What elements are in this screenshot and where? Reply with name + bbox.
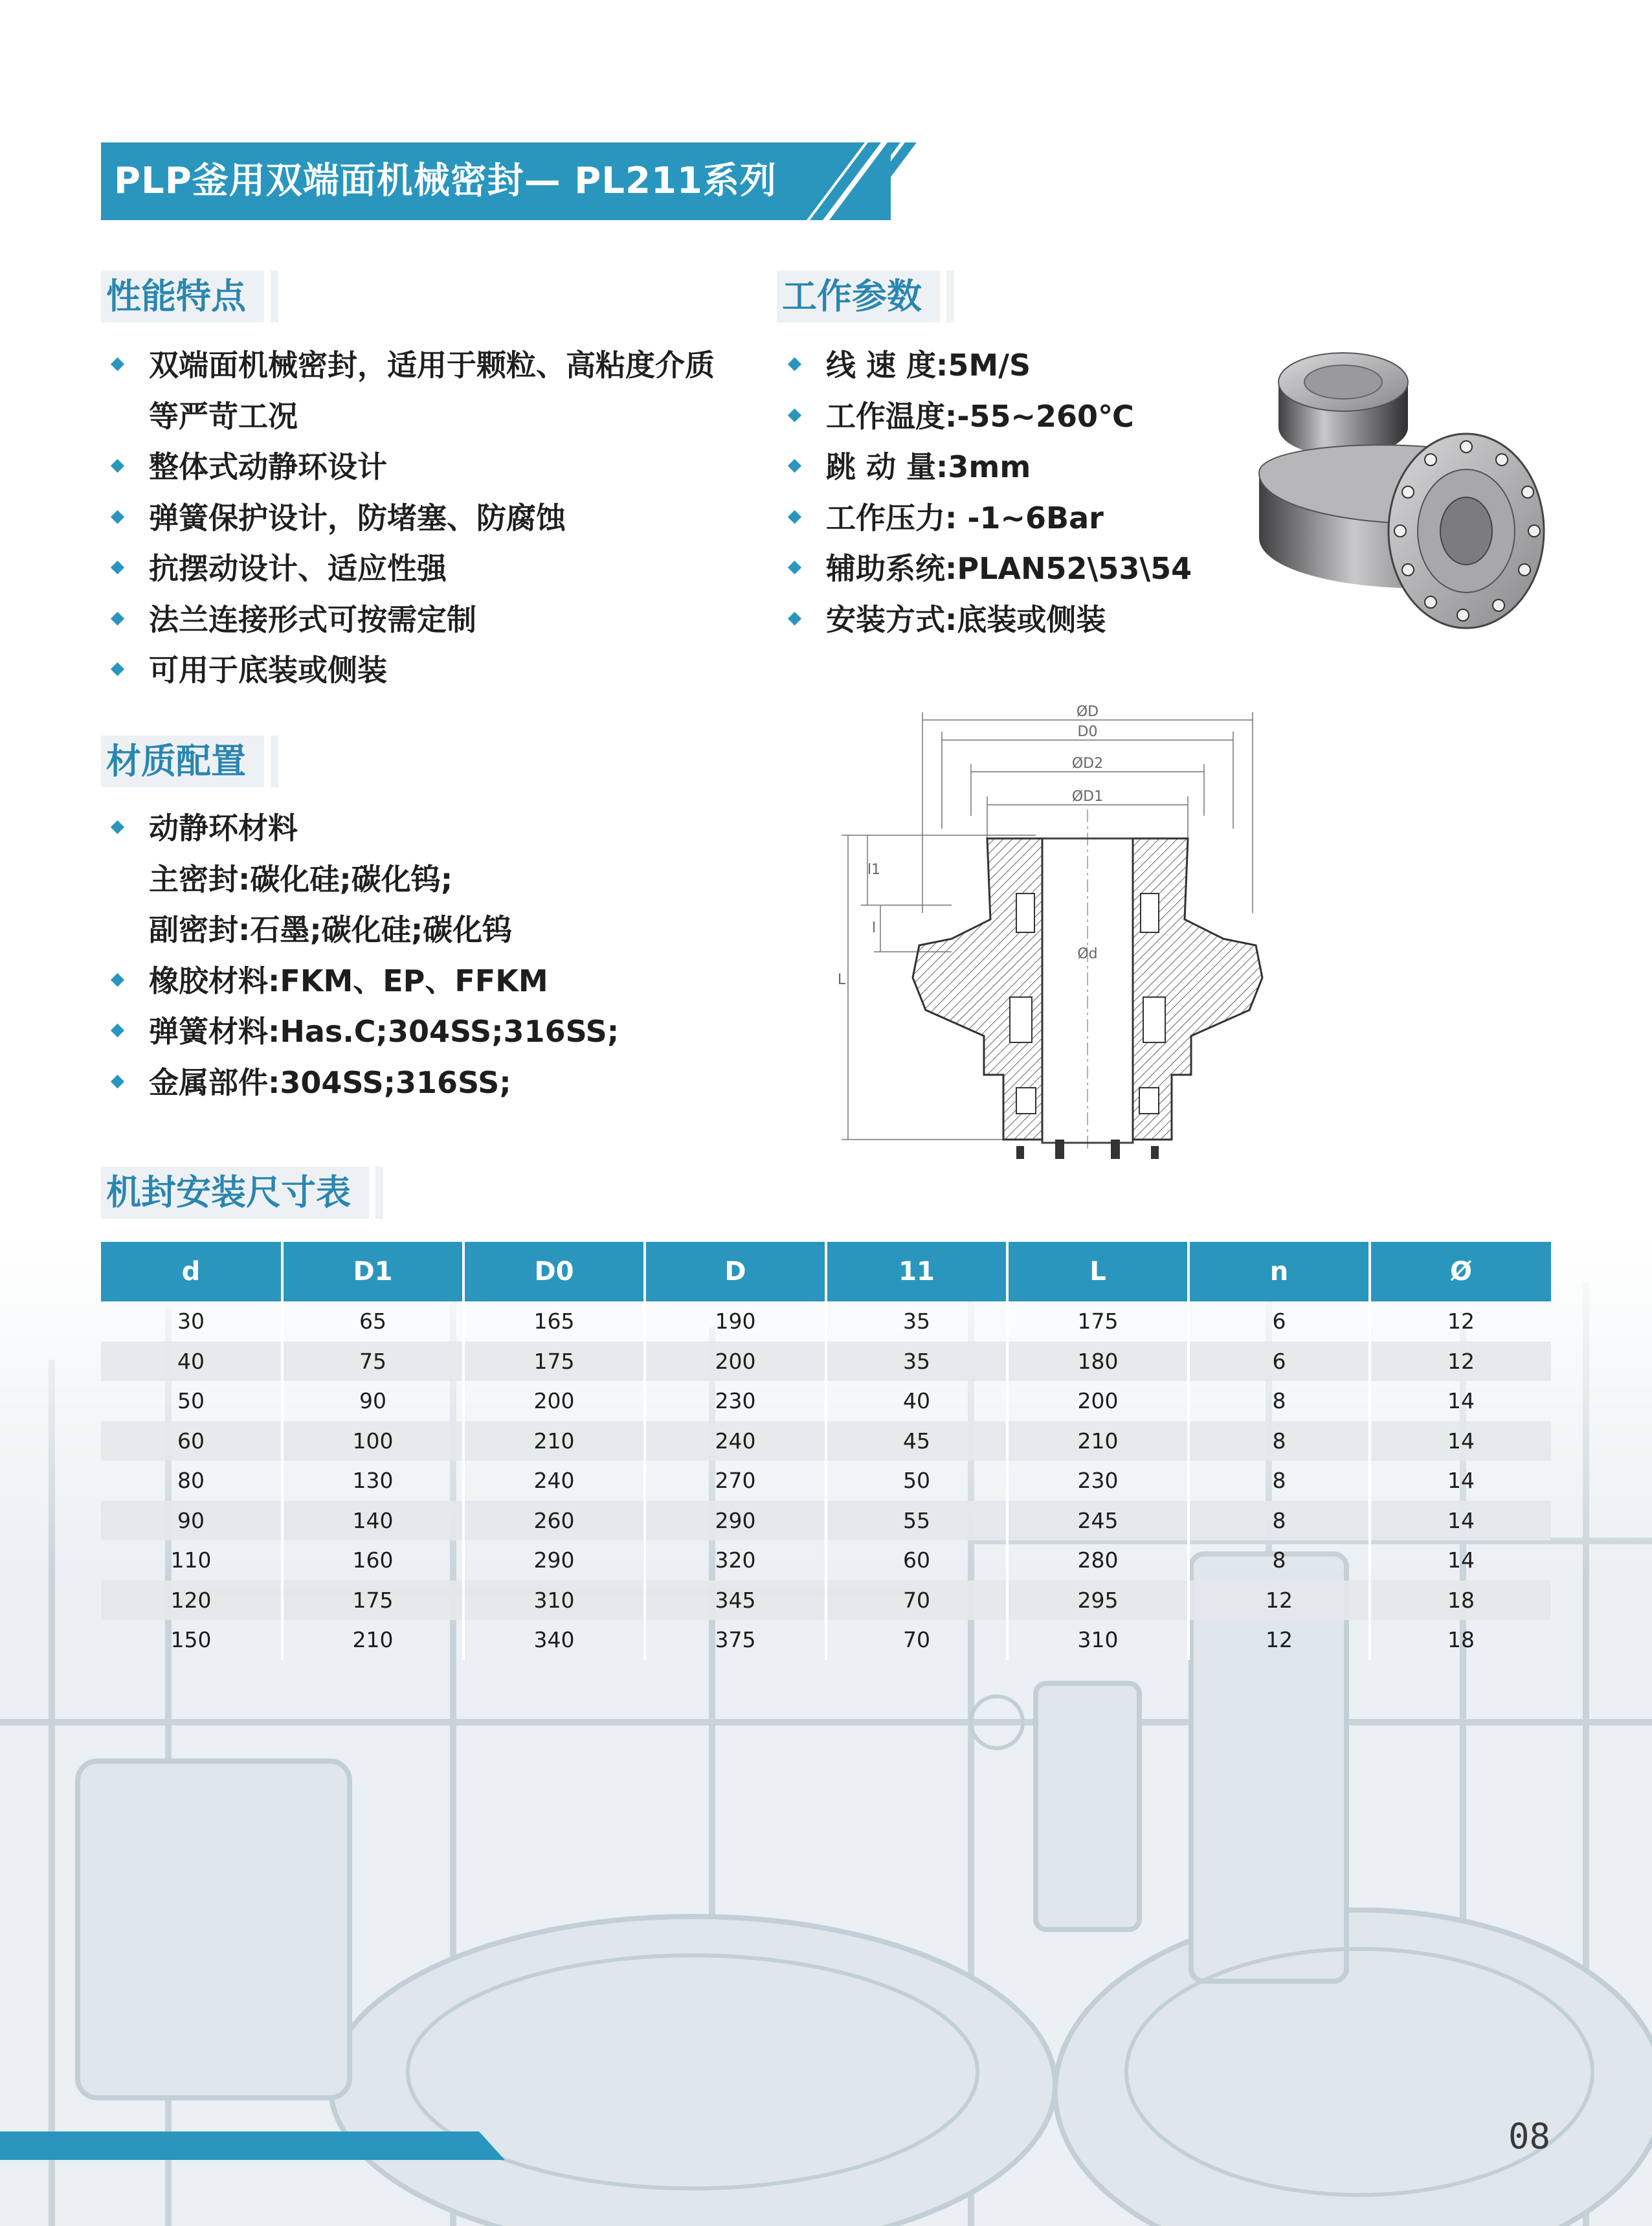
parameters-list (786, 340, 1192, 645)
list-item: 跳 动 量:3mm (786, 442, 1192, 493)
table-cell: 260 (463, 1501, 645, 1541)
dim-label-D2: ØD2 (1071, 756, 1104, 772)
diamond-bullet-icon (788, 459, 801, 473)
table-cell: 230 (645, 1381, 826, 1421)
list-item: 弹簧材料:Has.C;304SS;316SS; (109, 1006, 619, 1057)
table-cell: 310 (1007, 1620, 1189, 1660)
table-cell: 14 (1447, 1547, 1475, 1573)
diamond-bullet-icon (788, 510, 801, 523)
column-header: D (645, 1242, 826, 1301)
diamond-bullet-icon (788, 408, 801, 422)
list-item: 金属部件:304SS;316SS; (109, 1057, 619, 1108)
table-cell: 200 (463, 1381, 645, 1421)
table-cell: 340 (463, 1620, 645, 1660)
table-cell: 12 (1370, 1342, 1551, 1382)
table-heading: 机封安装尺寸表 (101, 1167, 369, 1219)
footer-accent-bar (0, 2131, 505, 2160)
table-cell: 245 (1007, 1501, 1189, 1541)
table-cell: 100 (282, 1421, 463, 1461)
table-cell: 14 (1447, 1388, 1475, 1414)
diamond-bullet-icon (111, 1024, 124, 1037)
table-cell: 18 (1447, 1627, 1475, 1653)
list-item: 弹簧保护设计，防堵塞、防腐蚀 (109, 493, 715, 544)
table-cell: 210 (1007, 1421, 1189, 1461)
table-cell: 210 (463, 1421, 645, 1461)
diamond-bullet-icon (111, 820, 124, 834)
table-cell: 90 (282, 1381, 463, 1421)
list-item: 辅助系统:PLAN52\53\54 (786, 543, 1192, 594)
table-row (101, 1580, 1551, 1621)
table-cell: 12 (1189, 1620, 1370, 1660)
table-cell: 180 (1007, 1342, 1189, 1382)
table-cell: 210 (282, 1620, 463, 1660)
table-header-row (101, 1242, 1551, 1301)
column-header: Ø (1370, 1242, 1551, 1301)
installation-size-table (101, 1242, 1551, 1660)
table-cell: 110 (101, 1540, 282, 1580)
list-item: 线 速 度:5M/S (786, 340, 1192, 391)
list-item: 可用于底装或侧装 (109, 645, 715, 696)
dim-label-D: ØD (1076, 704, 1099, 720)
column-header: D0 (463, 1242, 645, 1301)
table-row (101, 1342, 1551, 1382)
list-item: 等严苛工况 (149, 398, 298, 434)
table-cell: 14 (1447, 1468, 1475, 1494)
table-cell: 240 (645, 1421, 826, 1461)
table-cell: 375 (645, 1620, 826, 1660)
parameters-heading: 工作参数 (777, 271, 940, 322)
list-item: 动静环材料 (109, 803, 619, 854)
table-row (101, 1301, 1551, 1342)
table-cell: 40 (101, 1342, 282, 1382)
table-cell: 35 (826, 1342, 1007, 1382)
diamond-bullet-icon (111, 459, 124, 473)
diamond-bullet-icon (788, 357, 801, 371)
table-cell: 140 (282, 1501, 463, 1541)
table-cell: 150 (101, 1620, 282, 1660)
dim-label-D1: ØD1 (1071, 789, 1104, 805)
table-cell: 200 (645, 1342, 826, 1382)
column-header: L (1007, 1242, 1189, 1301)
dim-label-l1: l1 (867, 862, 881, 878)
dim-label-l: l (871, 920, 876, 936)
diamond-bullet-icon (111, 1074, 124, 1088)
table-cell: 6 (1189, 1342, 1370, 1382)
column-header: d (101, 1242, 282, 1301)
diamond-bullet-icon (111, 357, 124, 371)
table-cell: 200 (1007, 1381, 1189, 1421)
materials-list (109, 803, 619, 1108)
cross-section-drawing (822, 699, 1269, 1165)
table-cell: 45 (826, 1421, 1007, 1461)
table-cell: 320 (645, 1540, 826, 1580)
table-cell: 175 (1007, 1301, 1189, 1342)
table-cell: 12 (1189, 1580, 1370, 1621)
table-cell: 230 (1007, 1461, 1189, 1501)
table-cell: 190 (645, 1301, 826, 1342)
list-item: 副密封:石墨;碳化硅;碳化钨 (149, 912, 513, 947)
diamond-bullet-icon (788, 611, 801, 625)
table-cell: 40 (826, 1381, 1007, 1421)
table-cell: 50 (101, 1381, 282, 1421)
table-cell: 345 (645, 1580, 826, 1621)
dim-label-L: L (837, 972, 846, 988)
table-cell: 6 (1189, 1301, 1370, 1342)
list-item: 抗摆动设计、适应性强 (109, 543, 715, 594)
diamond-bullet-icon (111, 561, 124, 574)
list-item: 整体式动静环设计 (109, 442, 715, 493)
table-cell: 310 (463, 1580, 645, 1621)
table-cell: 160 (282, 1540, 463, 1580)
table-cell: 12 (1447, 1309, 1475, 1334)
diamond-bullet-icon (111, 972, 124, 986)
table-cell: 175 (463, 1342, 645, 1382)
table-cell: 35 (826, 1301, 1007, 1342)
table-cell: 30 (101, 1301, 282, 1342)
table-row (101, 1620, 1551, 1660)
list-item: 安装方式:底装或侧装 (786, 594, 1192, 646)
table-cell: 8 (1189, 1540, 1370, 1580)
column-header: D1 (282, 1242, 463, 1301)
table-body (101, 1301, 1551, 1660)
table-row (101, 1381, 1551, 1421)
table-cell: 290 (645, 1501, 826, 1541)
list-item: 橡胶材料:FKM、EP、FFKM (109, 956, 619, 1007)
column-header: n (1189, 1242, 1370, 1301)
table-cell: 18 (1370, 1580, 1551, 1621)
table-row (101, 1540, 1551, 1580)
table-cell: 70 (826, 1620, 1007, 1660)
page-number: 08 (1508, 2116, 1551, 2157)
table-cell: 280 (1007, 1540, 1189, 1580)
table-cell: 65 (282, 1301, 463, 1342)
list-item: 法兰连接形式可按需定制 (109, 594, 715, 646)
list-item: 双端面机械密封，适用于颗粒、高粘度介质 (109, 340, 715, 391)
table-cell: 290 (463, 1540, 645, 1580)
dim-label-D0: D0 (1077, 724, 1098, 740)
list-item: 工作压力: -1~6Bar (786, 493, 1192, 544)
product-photo (1253, 337, 1557, 647)
table-cell: 8 (1189, 1461, 1370, 1501)
table-row (101, 1421, 1551, 1461)
table-cell: 60 (101, 1421, 282, 1461)
column-header: 11 (826, 1242, 1007, 1301)
page-title: PLP釜用双端面机械密封— PL211系列 (114, 160, 777, 202)
materials-heading: 材质配置 (101, 736, 264, 787)
table-cell: 8 (1189, 1381, 1370, 1421)
table-cell: 295 (1007, 1580, 1189, 1621)
diamond-bullet-icon (111, 662, 124, 676)
table-cell: 14 (1370, 1421, 1551, 1461)
diamond-bullet-icon (111, 611, 124, 625)
diamond-bullet-icon (788, 561, 801, 574)
diamond-bullet-icon (111, 510, 124, 523)
table-cell: 90 (101, 1501, 282, 1541)
list-item: 主密封:碳化硅;碳化钨; (149, 861, 453, 897)
table-cell: 8 (1189, 1421, 1370, 1461)
dim-label-d: Ød (1077, 946, 1098, 962)
features-heading: 性能特点 (101, 271, 264, 322)
table-cell: 130 (282, 1461, 463, 1501)
table-cell: 175 (282, 1580, 463, 1621)
list-item: 工作温度:-55~260℃ (786, 391, 1192, 442)
table-cell: 55 (826, 1501, 1007, 1541)
table-cell: 240 (463, 1461, 645, 1501)
table-cell: 270 (645, 1461, 826, 1501)
table-cell: 120 (101, 1580, 282, 1621)
table-cell: 80 (101, 1461, 282, 1501)
table-row (101, 1461, 1551, 1501)
table-row (101, 1501, 1551, 1541)
features-list (109, 340, 715, 696)
table-cell: 60 (826, 1540, 1007, 1580)
table-cell: 75 (282, 1342, 463, 1382)
table-cell: 8 (1189, 1501, 1370, 1541)
table-cell: 14 (1370, 1501, 1551, 1541)
table-cell: 165 (463, 1301, 645, 1342)
table-cell: 50 (826, 1461, 1007, 1501)
table-cell: 70 (826, 1580, 1007, 1621)
